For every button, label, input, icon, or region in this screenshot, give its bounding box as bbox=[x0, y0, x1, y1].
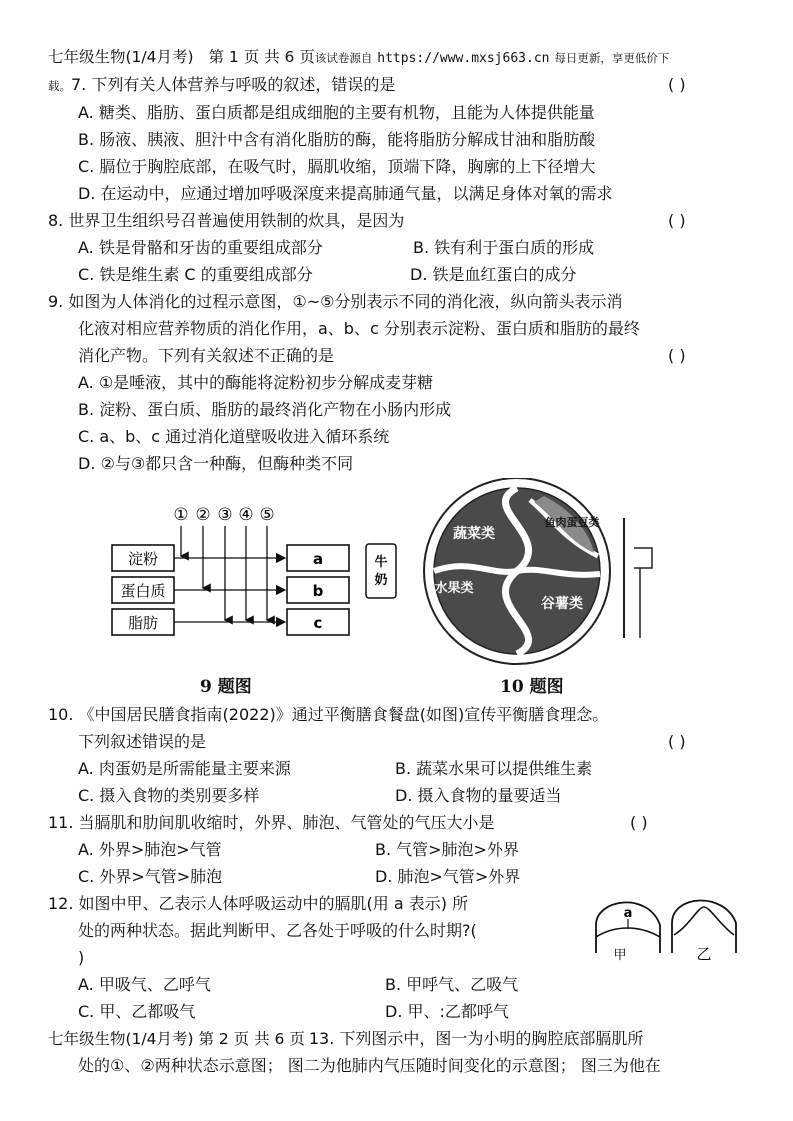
q9-option-c[interactable]: C. a、b、c 通过消化道壁吸收进入循环系统 bbox=[78, 427, 390, 446]
fig9-number-2: ② bbox=[195, 505, 211, 525]
q9-stem-line-2: 化液对相应营养物质的消化作用，a、b、c 分别表示淀粉、蛋白质和脂肪的最终 bbox=[78, 319, 640, 338]
fig10-label-meat: 鱼肉蛋豆类 bbox=[544, 516, 600, 529]
q12-fig-yi-label: 乙 bbox=[696, 945, 712, 963]
fig10-label-grain: 谷薯类 bbox=[541, 596, 583, 612]
header-url-link[interactable]: https://www.mxsj663.cn bbox=[377, 51, 550, 66]
fig9-number-3: ③ bbox=[217, 505, 233, 525]
q7-option-a[interactable]: A. 糖类、脂肪、蛋白质都是组成细胞的主要有机物，且能为人体提供能量 bbox=[78, 103, 595, 122]
q11-option-b[interactable]: B. 气管>肺泡>外界 bbox=[375, 840, 519, 859]
fig10-diet-plate bbox=[362, 478, 662, 668]
q11-answer-blank[interactable]: ( ) bbox=[630, 813, 648, 832]
q8-option-d[interactable]: D. 铁是血红蛋白的成分 bbox=[410, 265, 577, 284]
q10-option-b[interactable]: B. 蔬菜水果可以提供维生素 bbox=[395, 759, 593, 778]
q11-option-c[interactable]: C. 外界>气管>肺泡 bbox=[78, 867, 223, 886]
q11-stem: 11. 当膈肌和肋间肌收缩时，外界、肺泡、气管处的气压大小是 bbox=[48, 813, 495, 832]
q10-answer-blank[interactable]: ( ) bbox=[668, 732, 686, 751]
fig10-label-veg: 蔬菜类 bbox=[453, 526, 495, 542]
fig10-milk-label-1: 牛 bbox=[374, 555, 388, 570]
q8-stem: 8. 世界卫生组织号召普遍使用铁制的炊具，是因为 bbox=[48, 211, 405, 230]
q12-option-b[interactable]: B. 甲呼气、乙吸气 bbox=[385, 975, 519, 994]
fig9-caption: 9 题图 bbox=[200, 677, 252, 697]
fig9-number-5: ⑤ bbox=[259, 505, 275, 525]
q9-option-a[interactable]: A. ①是唾液，其中的酶能将淀粉初步分解成麦芽糖 bbox=[78, 373, 434, 392]
q9-option-d[interactable]: D. ②与③都只含一种酶，但酶种类不同 bbox=[78, 454, 354, 473]
header-course: 七年级生物(1/4月考) bbox=[48, 48, 194, 66]
q8-option-b[interactable]: B. 铁有利于蛋白质的形成 bbox=[413, 238, 595, 257]
q7-stem bbox=[48, 74, 395, 97]
fig9-digestion-diagram bbox=[95, 498, 365, 648]
q7-stem-text: 7. 下列有关人体营养与呼吸的叙述，错误的是 bbox=[71, 75, 396, 94]
fig10-milk-label-2: 奶 bbox=[374, 573, 388, 588]
q12-stem: 12. 如图中甲、乙表示人体呼吸运动中的膈肌(用 a 表示) 所 bbox=[48, 894, 469, 913]
q10-stem-2: 下列叙述错误的是 bbox=[78, 732, 207, 751]
fig10-cup-handle bbox=[634, 548, 652, 568]
q7-option-b[interactable]: B. 肠液、胰液、胆汁中含有消化脂肪的酶，能将脂肪分解成甘油和脂肪酸 bbox=[78, 130, 596, 149]
q9-option-b[interactable]: B. 淀粉、蛋白质、脂肪的最终消化产物在小肠内形成 bbox=[78, 400, 452, 419]
q7-option-c[interactable]: C. 膈位于胸腔底部，在吸气时，膈肌收缩，顶端下降，胸廓的上下径增大 bbox=[78, 157, 596, 176]
fig9-product-a: a bbox=[312, 550, 324, 568]
header-page: 第 1 页 共 6 页 bbox=[208, 48, 315, 66]
footer-course: 七年级生物(1/4月考) 第 2 页 共 6 页 bbox=[48, 1030, 305, 1048]
q9-stem-line-3: 消化产物。下列有关叙述不正确的是 bbox=[78, 346, 335, 365]
q7-option-d[interactable]: D. 在运动中，应通过增加呼吸深度来提高肺通气量，以满足身体对氧的需求 bbox=[78, 184, 613, 203]
q9-answer-blank[interactable]: ( ) bbox=[668, 346, 686, 365]
fig9-nutrient-fat: 脂肪 bbox=[127, 614, 159, 632]
q12-stem-2: 处的两种状态。据此判断甲、乙各处于呼吸的什么时期?( bbox=[78, 921, 477, 940]
q11-option-a[interactable]: A. 外界>肺泡>气管 bbox=[78, 840, 222, 859]
q8-option-c[interactable]: C. 铁是维生素 C 的重要组成部分 bbox=[78, 265, 313, 284]
fig9-nutrient-protein: 蛋白质 bbox=[120, 582, 166, 600]
q12-fig-a-label: a bbox=[623, 906, 633, 921]
fig10-label-fruit: 水果类 bbox=[434, 581, 474, 596]
q10-option-a[interactable]: A. 肉蛋奶是所需能量主要来源 bbox=[78, 759, 291, 778]
q8-answer-blank[interactable]: ( ) bbox=[668, 211, 686, 230]
fig9-nutrient-starch: 淀粉 bbox=[127, 550, 159, 568]
q12-fig-jia-label: 甲 bbox=[613, 948, 627, 963]
q12-fig-yi-diaphragm bbox=[674, 907, 734, 935]
q12-option-c[interactable]: C. 甲、乙都吸气 bbox=[78, 1002, 196, 1021]
q13-stem-line-2: 处的①、②两种状态示意图； 图二为他肺内气压随时间变化的示意图； 图三为他在 bbox=[78, 1056, 661, 1075]
q12-option-a[interactable]: A. 甲吸气、乙呼气 bbox=[78, 975, 211, 994]
fig9-product-c: c bbox=[313, 614, 323, 632]
fig9-number-4: ④ bbox=[238, 505, 254, 525]
page-header bbox=[48, 46, 669, 70]
header-ad: 每日更新，享更低价下 bbox=[554, 51, 670, 65]
q12-stem-3: ) bbox=[78, 948, 85, 967]
header-source-note: 该试卷源自 bbox=[314, 51, 373, 65]
q13-stem-line-1: 13. 下列图示中，图一为小明的胸腔底部膈肌所 bbox=[308, 1029, 644, 1048]
q12-diaphragm-figure bbox=[590, 885, 750, 965]
q7-answer-blank[interactable]: ( ) bbox=[668, 75, 686, 94]
q12-fig-jia-diaphragm bbox=[596, 928, 660, 937]
page-footer bbox=[48, 1028, 643, 1050]
header-ad-tail: 载。 bbox=[48, 79, 71, 93]
fig9-product-b: b bbox=[312, 582, 324, 600]
fig10-caption: 10 题图 bbox=[500, 677, 564, 697]
fig10-milk-cup bbox=[366, 544, 396, 598]
q10-option-c[interactable]: C. 摄入食物的类别要多样 bbox=[78, 786, 260, 805]
q10-stem: 10. 《中国居民膳食指南(2022)》通过平衡膳食餐盘(如图)宣传平衡膳食理念。 bbox=[48, 705, 609, 724]
q8-option-a[interactable]: A. 铁是骨骼和牙齿的重要组成部分 bbox=[78, 238, 323, 257]
q9-stem-line-1: 9. 如图为人体消化的过程示意图，①~⑤分别表示不同的消化液，纵向箭头表示消 bbox=[48, 292, 623, 311]
q12-option-d[interactable]: D. 甲、:乙都呼气 bbox=[385, 1002, 509, 1021]
q11-option-d[interactable]: D. 肺泡>气管>外界 bbox=[375, 867, 521, 886]
fig9-number-1: ① bbox=[173, 505, 189, 525]
q10-option-d[interactable]: D. 摄入食物的量要适当 bbox=[395, 786, 562, 805]
